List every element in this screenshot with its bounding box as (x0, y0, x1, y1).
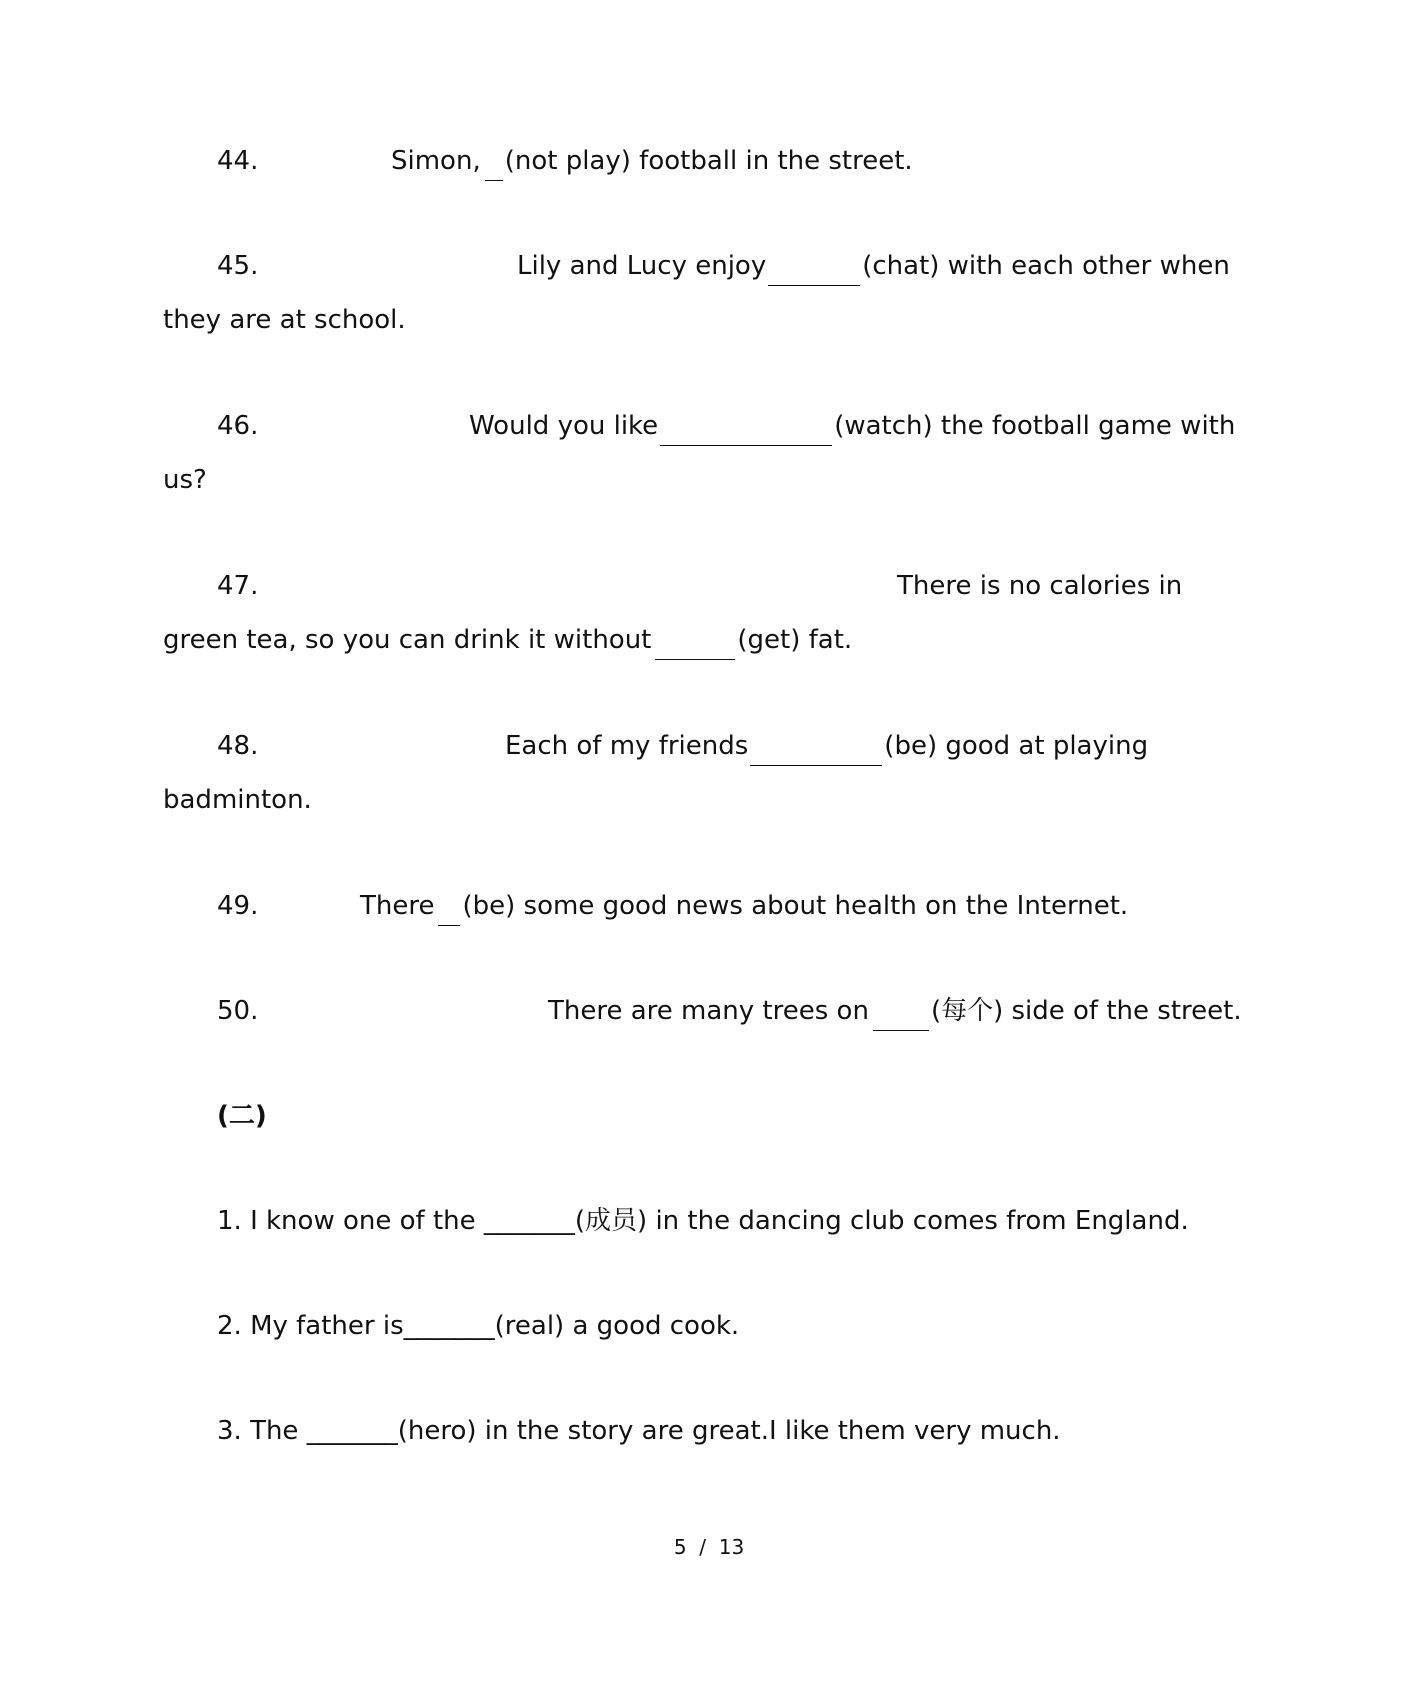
question-text: (chat) with each other when (862, 251, 1230, 281)
question-text: (每个) side of the street. (930, 996, 1242, 1026)
question-text: 1. I know one of the (217, 1206, 484, 1236)
question-text: Simon, (391, 146, 481, 176)
question-text: (be) good at playing (884, 731, 1149, 761)
question-number: 45. (217, 251, 259, 281)
page-number-footer (0, 1533, 1418, 1561)
section-heading: (二) (217, 1101, 267, 1131)
question-text: green tea, so you can drink it without (163, 625, 652, 655)
question-number: 46. (217, 411, 259, 441)
part2-question-3 (217, 1413, 1061, 1449)
question-48-continuation: badminton. (163, 785, 312, 815)
question-46-continuation: us? (163, 465, 207, 495)
answer-blank[interactable] (655, 629, 735, 660)
question-text: (hero) in the story are great.I like them very much. (397, 1416, 1061, 1446)
question-text: (real) a good cook. (494, 1311, 740, 1341)
answer-blank[interactable] (485, 150, 503, 181)
question-50 (548, 993, 1242, 1031)
question-text: Each of my friends (505, 731, 749, 761)
answer-blank[interactable] (438, 895, 460, 926)
question-text: (成员) in the dancing club comes from England. (574, 1206, 1189, 1236)
part2-question-2 (217, 1308, 739, 1344)
question-number: 49. (217, 891, 259, 921)
question-number: 44. (217, 146, 259, 176)
question-text: Would you like (469, 411, 659, 441)
question-47-continuation (163, 622, 852, 660)
question-44 (391, 143, 913, 181)
answer-blank[interactable] (768, 255, 860, 286)
question-text: Lily and Lucy enjoy (517, 251, 767, 281)
answer-blank[interactable]: _______ (483, 1206, 575, 1236)
question-text: (get) fat. (737, 625, 853, 655)
answer-blank[interactable] (660, 415, 832, 446)
question-number: 50. (217, 996, 259, 1026)
question-text: 3. The (217, 1416, 307, 1446)
page-indicator: 5 / 13 (673, 1535, 745, 1559)
question-text: (not play) football in the street. (504, 146, 913, 176)
question-49 (360, 888, 1128, 926)
question-45-continuation: they are at school. (163, 305, 406, 335)
part2-question-1 (217, 1203, 1189, 1239)
question-number: 47. (217, 571, 259, 601)
answer-blank[interactable]: _______ (306, 1416, 398, 1446)
answer-blank[interactable]: _______ (403, 1311, 495, 1341)
question-number: 48. (217, 731, 259, 761)
answer-blank[interactable] (873, 1000, 929, 1031)
question-text: (watch) the football game with (834, 411, 1236, 441)
question-48 (505, 728, 1148, 766)
question-47: There is no calories in (897, 571, 1183, 601)
question-text: 2. My father is (217, 1311, 404, 1341)
question-text: (be) some good news about health on the Internet. (462, 891, 1129, 921)
question-46 (469, 408, 1235, 446)
question-text: There are many trees on (548, 996, 869, 1026)
answer-blank[interactable] (750, 735, 882, 766)
question-text: There (360, 891, 435, 921)
question-45 (517, 248, 1230, 286)
